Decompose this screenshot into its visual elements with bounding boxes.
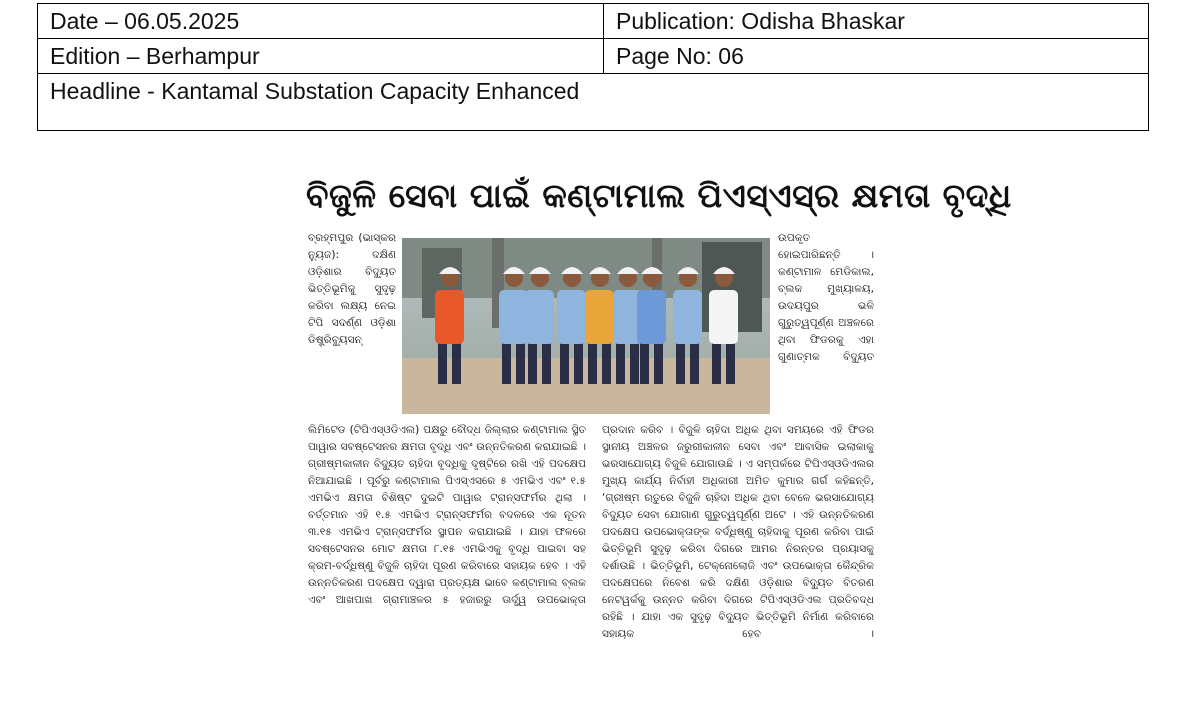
article-text-bottom-left: ଲିମିଟେଡ (ଟିପିଏସ୍‌ଓଡିଏଲ) ପକ୍ଷରୁ ବୌଦ୍ଧ ଜିଲ୍ଲାର କଣ୍ଟାମାଲ ସ୍ଥିତ ପାୱାର ସବଷ୍ଟେସନର କ୍ଷମତା ବୃଦ୍ଧି ଏବଂ ଉନ୍ନତିକରଣ କରାଯାଇଛି । ଗ୍ରୀଷ୍ମକାଳୀନ ବିଦ୍ୟୁତ ଚାହିଦା ବୃଦ୍ଧିକୁ ଦୃଷ୍ଟିରେ ରଖି ଏହି ପଦକ୍ଷେପ ନିଆଯାଇଛି । ପୂର୍ବରୁ କଣ୍ଟାମାଲ ପିଏସ୍‌ଏସରେ ୫ ଏମଭିଏ ଏବଂ ୧.୫ ଏମଭିଏ କ୍ଷମତା ବିଶିଷ୍ଟ ଦୁଇଟି ପାୱାର ଟ୍ରାନ୍ସଫର୍ମର ଥିଲା । ବର୍ତ୍ତମାନ ଏହି ୧.୫ ଏମଭିଏ ଟ୍ରାନ୍ସଫର୍ମର ବଦଳରେ ଏକ ନୂତନ ୩.୧୫ ଏମଭିଏ ଟ୍ରାନ୍ସଫର୍ମର ସ୍ଥାପନ କରାଯାଇଛି । ଯାହା ଫଳରେ ସବଷ୍ଟେସନର ମୋଟ କ୍ଷମତା ୮.୧୫ ଏମଭିଏକୁ ବୃଦ୍ଧି ପାଇବା ସହ କ୍ରମ-ବର୍ଦ୍ଧିଷ୍ଣୁ ବିଜୁଳି ଚାହିଦା ପୂରଣ କରିବାରେ ସହାୟକ ହେବ । ଏହି ଉନ୍ନତିକରଣ ପଦକ୍ଷେପ ଦ୍ୱାରା ପ୍ରତ୍ୟକ୍ଷ ଭାବେ କଣ୍ଟାମାଲ ବ୍ଲକ ଏବଂ ଆଖପାଖ ଗ୍ରାମାଞ୍ଚଳର ୫ ହଜାରରୁ ଊର୍ଦ୍ଧ୍ୱ ଉପଭୋକ୍ତା [308, 424, 586, 606]
article-text-bottom-right: ପ୍ରଦାନ କରିବ । ବିଜୁଳି ଚାହିଦା ଅଧିକ ଥିବା ସମୟରେ ଏହି ଫିଡର ସ୍ଥାନୀୟ ଅଞ୍ଚଳର ଜରୁରୀକାଳୀନ ସେବା ଏବଂ ଆବାସିକ ଇଲାକାକୁ ଭରସାଯୋଗ୍ୟ ବିଜୁଳି ଯୋଗାଉଛି । ଏ ସମ୍ପର୍କରେ ଟିପିଏସ୍‌ଓଡିଏଲର ମୁଖ୍ୟ କାର୍ଯ୍ୟ ନିର୍ବାହୀ ଅଧିକାରୀ ଅମିତ କୁମାର ଗର୍ଗ କହିଛନ୍ତି, ‘ଗ୍ରୀଷ୍ମ ଋତୁରେ ବିଜୁଳି ଚାହିଦା ଅଧିକ ଥିବା ବେଳେ ଭରସାଯୋଗ୍ୟ ବିଦ୍ୟୁତ ସେବା ଯୋଗାଣ ଗୁରୁତ୍ୱପୂର୍ଣ୍ଣ ଅଟେ । ଏହି ଉନ୍ନତିକରଣ ପଦକ୍ଷେପ ଉପଭୋକ୍ତାଙ୍କ ବର୍ଦ୍ଧିଷ୍ଣୁ ଚାହିଦାକୁ ପୂରଣ କରିବା ପାଇଁ ଭିତ୍ତିଭୂମି ସୁଦୃଢ଼ କରିବା ଦିଗରେ ଆମର ନିରନ୍ତର ପ୍ରୟାସକୁ ଦର୍ଶାଉଛି । ଭିତ୍ତିଭୂମି, ଟେକ୍ନୋଲୋଜି ଏବଂ ଉପଭୋକ୍ତା କୈନ୍ଦ୍ରିକ ପଦକ୍ଷେପରେ ନିବେଶ କରି ଦକ୍ଷିଣ ଓଡ଼ିଶାର ବିଦ୍ୟୁତ ବିତରଣ ନେଟୱର୍କକୁ ଉନ୍ନତ କରିବା ଦିଗରେ ଟିପିଏସ୍‌ଓଡିଏଲ ପ୍ରତିବଦ୍ଧ ରହିଛି । ଯାହା ଏକ ସୁଦୃଢ଼ ବିଦ୍ୟୁତ ଭିତ୍ତିଭୂମି ନିର୍ମାଣ କରିବାରେ ସହାୟକ ହେବ । [602, 424, 874, 640]
article-headline: ବିଜୁଳି ସେବା ପାଇଁ କଣ୍ଟାମାଲ ପିଏସ୍‌ଏସ୍‌ର କ୍ଷମତା ବୃଦ୍ଧି [306, 176, 1012, 215]
article-column-right-top [778, 230, 874, 420]
group-photo-image [402, 238, 770, 414]
article-photo [402, 238, 770, 414]
edition-cell: Edition – Berhampur [38, 39, 604, 74]
article-column-bottom-left [308, 422, 586, 702]
clipping-metadata-table [37, 3, 1149, 131]
page-no-cell: Page No: 06 [604, 39, 1149, 74]
publication-cell: Publication: Odisha Bhaskar [604, 4, 1149, 39]
article-text-right-top: ଉପକୃତ ହୋଇପାରିଛନ୍ତି । କଣ୍ଟାମାଳ ମେଡିକାଲ, ବ୍ଲକ ମୁଖ୍ୟାଳୟ, ଉଦୟପୁର ଭଳି ଗୁରୁତ୍ୱପୂର୍ଣ୍ଣ ଅଞ୍ଚଳରେ ଥିବା ଫିଡରକୁ ଏହା ଗୁଣାତ୍ମକ ବିଦ୍ୟୁତ [778, 232, 874, 363]
headline-cell: Headline - Kantamal Substation Capacity Enhanced [38, 74, 1149, 131]
article-column-left-top [308, 230, 396, 420]
article-column-bottom-right [602, 422, 874, 702]
article-text-left-top: ବ୍ରହ୍ମପୁର (ଭାସ୍କର ନ୍ୟୁଜ): ଦକ୍ଷିଣ ଓଡ଼ିଶାର ବିଦ୍ୟୁତ ଭିତ୍ତିଭୂମିକୁ ସୁଦୃଢ଼ କରିବା ଲକ୍ଷ୍ୟ ନେଇ ଟିପି ସଦର୍ଣ୍ଣ ଓଡ଼ିଶା ଡିଷ୍ଟ୍ରିବ୍ୟୁସନ୍ [308, 232, 396, 346]
date-cell: Date – 06.05.2025 [38, 4, 604, 39]
newspaper-clipping [306, 168, 1012, 703]
